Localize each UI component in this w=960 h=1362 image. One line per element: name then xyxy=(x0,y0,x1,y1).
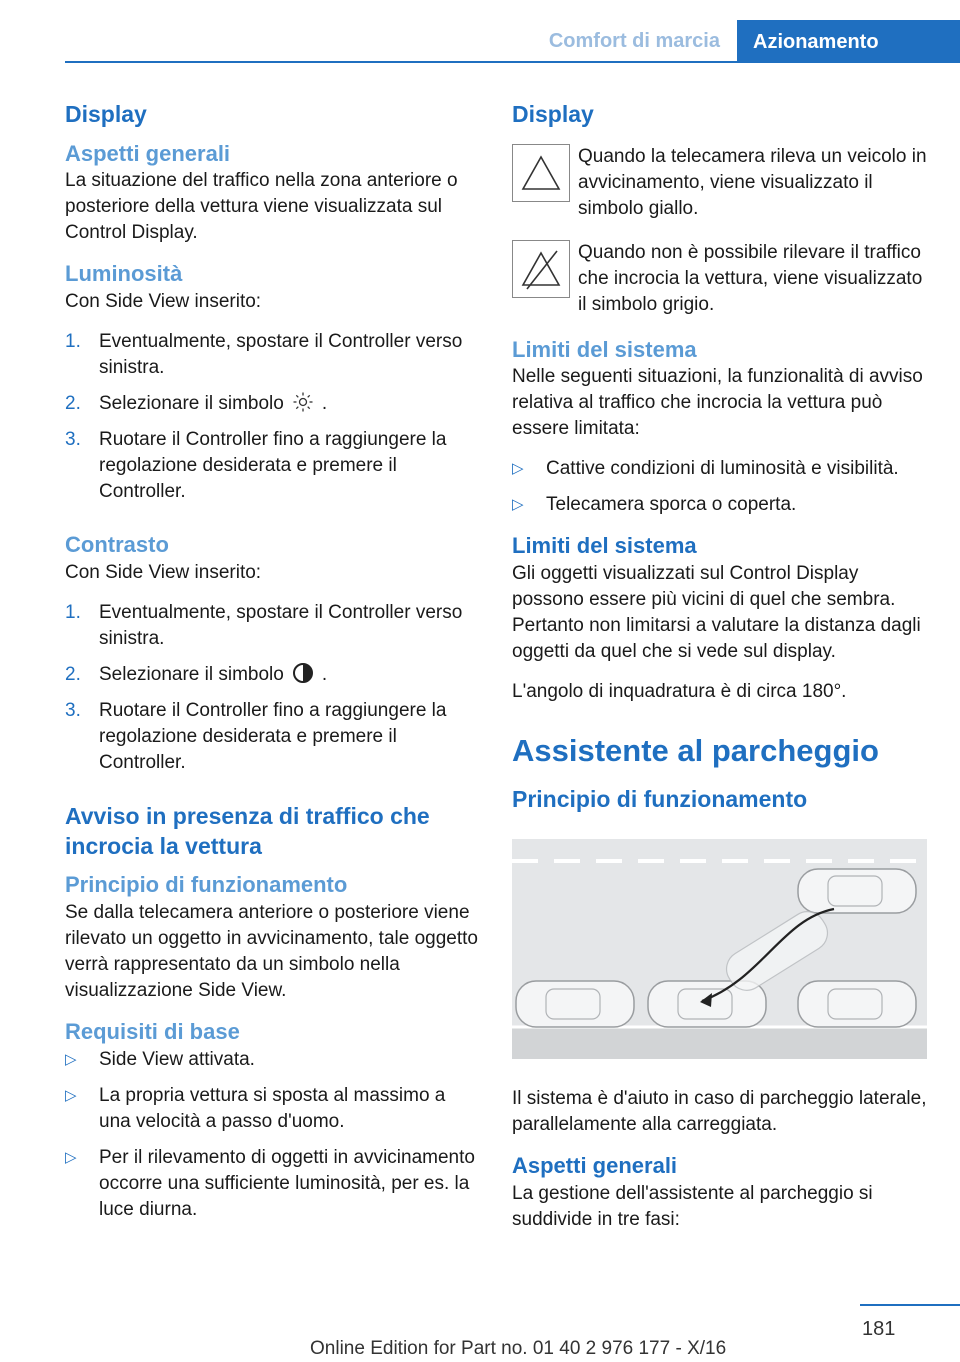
display-row-yellow xyxy=(512,144,927,222)
limits-list xyxy=(512,456,927,518)
list-item: 1. Eventualmente, spostare il Controller verso sinistra. xyxy=(65,601,463,649)
contrast-steps xyxy=(65,600,480,776)
limits-text-1: Nelle seguenti situazioni, la funzionalità di avviso relativa al traffico che incrocia la vettura può essere limitata: xyxy=(512,366,923,440)
principle-text: Se dalla telecamera anteriore o posteriore viene rilevato un oggetto in avvicinamento, tale oggetto verrà rappresentato da un simbolo nella visualizzazione Side View. xyxy=(65,902,478,1002)
display-heading: Display xyxy=(65,101,147,127)
parking-general-text: La gestione dell'assistente al parcheggio si suddivide in tre fasi: xyxy=(512,1182,873,1230)
chapter-tab xyxy=(737,20,960,62)
left-column xyxy=(65,100,480,1237)
requirements-heading: Requisiti di base xyxy=(65,1019,240,1045)
bullet-triangle-icon: ▷ xyxy=(65,1086,77,1104)
parking-heading: Assistente al parcheggio xyxy=(512,733,879,769)
list-item: ▷ La propria vettura si sposta al massimo a una velocità a passo d'uomo. xyxy=(65,1084,446,1132)
edition-text: Online Edition for Part no. 01 40 2 976 177 - X/16 xyxy=(310,1338,727,1359)
footer-rule xyxy=(860,1304,960,1306)
limits-text-2: Gli oggetti visualizzati sul Control Display possono essere più vicini di quel che sembra. Pertanto non limitarsi a valutare la distanza dagli oggetti da quel che si vede sul display. xyxy=(512,563,921,663)
parking-illustration xyxy=(512,839,927,1059)
display-row-grey xyxy=(512,240,927,318)
general-text: La situazione del traffico nella zona anteriore o posteriore della vettura viene visualizzata sul Control Display. xyxy=(65,170,458,244)
list-item: ▷ Cattive condizioni di luminosità e visibilità. xyxy=(512,456,927,482)
list-item: ▷ Per il rilevamento di oggetti in avvicinamento occorre una sufficiente luminosità, per es. la luce diurna. xyxy=(65,1146,475,1220)
section-title: Comfort di marcia xyxy=(548,30,720,52)
angle-text: L'angolo di inquadratura è di circa 180°. xyxy=(512,681,847,703)
list-item: 2. Selezionare il simbolo . xyxy=(65,393,328,415)
list-item: 1. Eventualmente, spostare il Controller verso sinistra. xyxy=(65,331,463,379)
display-grey-text: Quando non è possibile rilevare il traffico che incrocia la vettura, viene visualizzato il simbolo grigio. xyxy=(578,241,923,315)
list-item: 3. Ruotare il Controller fino a raggiungere la regolazione desiderata e premere il Controller. xyxy=(65,699,447,773)
display-heading-right: Display xyxy=(512,101,594,127)
list-item: ▷ Side View attivata. xyxy=(65,1047,480,1073)
list-item: 3. Ruotare il Controller fino a raggiungere la regolazione desiderata e premere il Controller. xyxy=(65,429,447,503)
parking-principle-heading: Principio di funzionamento xyxy=(512,786,808,813)
list-item: 2. Selezionare il simbolo . xyxy=(65,663,328,685)
limits-heading-1: Limiti del sistema xyxy=(512,336,697,362)
parking-general-heading: Aspetti generali xyxy=(512,1153,678,1179)
bullet-triangle-icon: ▷ xyxy=(512,460,524,478)
brightness-heading: Luminosità xyxy=(65,261,183,287)
warning-triangle-icon xyxy=(512,144,570,202)
brightness-intro: Con Side View inserito: xyxy=(65,291,262,313)
right-column xyxy=(512,100,927,1247)
contrast-heading: Contrasto xyxy=(65,532,169,558)
bullet-triangle-icon: ▷ xyxy=(65,1050,77,1068)
chapter-tab-label: Azionamento xyxy=(753,31,879,53)
requirements-list xyxy=(65,1047,480,1223)
brightness-icon xyxy=(292,391,314,413)
parking-text: Il sistema è d'aiuto in caso di parcheggio laterale, parallelamente alla carreggiata. xyxy=(512,1088,927,1136)
header-rule xyxy=(65,61,960,63)
warning-triangle-crossed-icon xyxy=(512,240,570,298)
principle-heading: Principio di funzionamento xyxy=(65,872,348,898)
list-item: ▷ Telecamera sporca o coperta. xyxy=(512,492,927,518)
contrast-intro: Con Side View inserito: xyxy=(65,561,262,583)
limits-heading-2: Limiti del sistema xyxy=(512,533,697,559)
display-yellow-text: Quando la telecamera rileva un veicolo in avvicinamento, viene visualizzato il simbolo giallo. xyxy=(578,145,927,219)
general-heading: Aspetti generali xyxy=(65,140,231,166)
contrast-icon xyxy=(292,662,314,684)
page-number: 181 xyxy=(862,1318,896,1340)
bullet-triangle-icon: ▷ xyxy=(512,496,524,514)
page-header xyxy=(0,0,960,62)
bullet-triangle-icon: ▷ xyxy=(65,1148,77,1166)
brightness-steps xyxy=(65,329,480,505)
traffic-heading: Avviso in presenza di traffico che incrocia la vettura xyxy=(65,802,430,859)
